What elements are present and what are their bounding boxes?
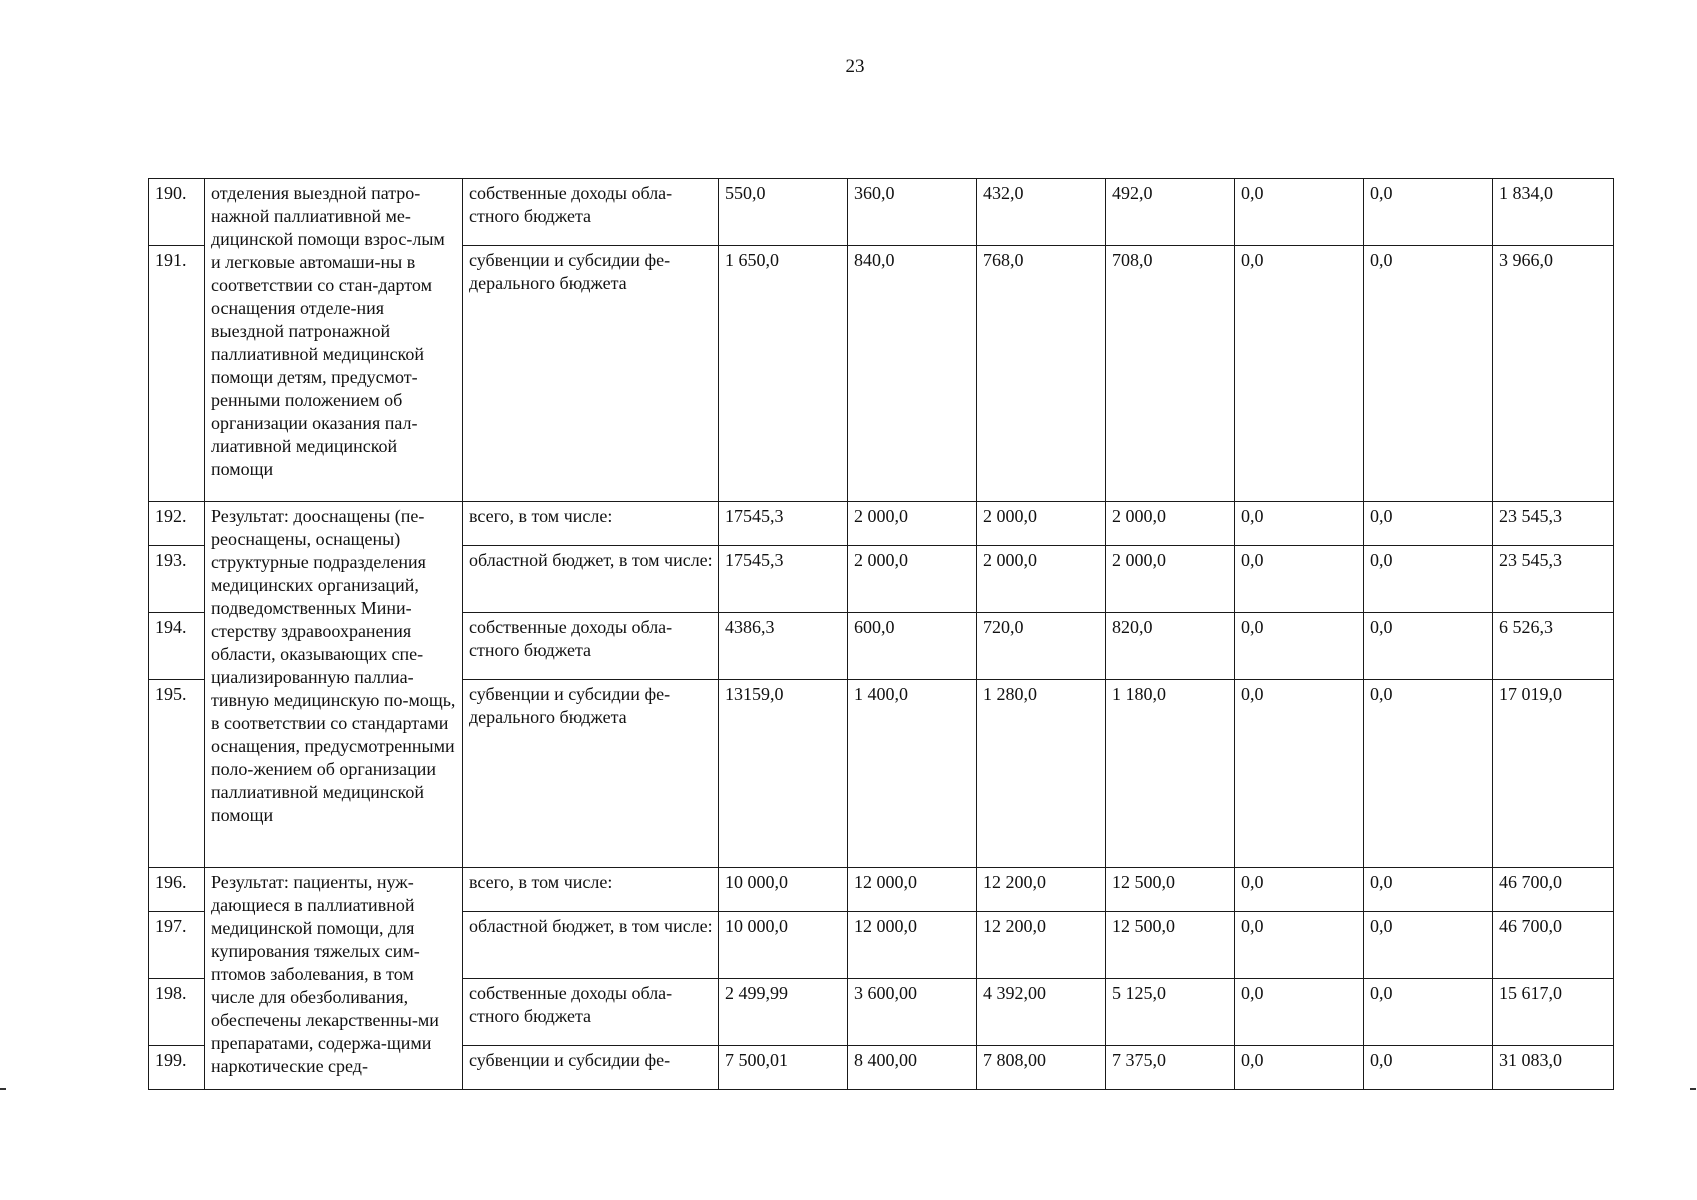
value-cell: 1 400,0 bbox=[848, 680, 977, 868]
total-cell: 17 019,0 bbox=[1493, 680, 1614, 868]
row-number: 199. bbox=[149, 1046, 205, 1090]
value-cell: 720,0 bbox=[977, 613, 1106, 680]
value-cell: 0,0 bbox=[1364, 1046, 1493, 1090]
value-cell: 2 000,0 bbox=[848, 546, 977, 613]
value-cell: 7 500,01 bbox=[719, 1046, 848, 1090]
value-cell: 17545,3 bbox=[719, 546, 848, 613]
table-row bbox=[149, 179, 1614, 246]
value-cell: 8 400,00 bbox=[848, 1046, 977, 1090]
value-cell: 0,0 bbox=[1235, 613, 1364, 680]
value-cell: 12 200,0 bbox=[977, 868, 1106, 912]
scan-edge-mark-right bbox=[1690, 1088, 1696, 1090]
value-cell: 0,0 bbox=[1364, 546, 1493, 613]
table-row bbox=[149, 868, 1614, 912]
funding-source: собственные доходы обла-стного бюджета bbox=[463, 979, 719, 1046]
value-cell: 12 200,0 bbox=[977, 912, 1106, 979]
result-description: Результат: дооснащены (пе-реоснащены, оснащены) структурные подразделения медицинских организаций, подведомственных Мини-стерству здравоохранения области, оказывающих спе-циализированную паллиа-тивную медицинскую по-мощь, в соответствии со стандартами оснащения, предусмотренными поло-жением об организации паллиативной медицинской помощи bbox=[205, 502, 463, 868]
value-cell: 7 375,0 bbox=[1106, 1046, 1235, 1090]
value-cell: 17545,3 bbox=[719, 502, 848, 546]
value-cell: 0,0 bbox=[1364, 246, 1493, 502]
value-cell: 0,0 bbox=[1364, 868, 1493, 912]
value-cell: 708,0 bbox=[1106, 246, 1235, 502]
value-cell: 0,0 bbox=[1235, 246, 1364, 502]
row-number: 194. bbox=[149, 613, 205, 680]
row-number: 196. bbox=[149, 868, 205, 912]
value-cell: 2 000,0 bbox=[977, 546, 1106, 613]
value-cell: 0,0 bbox=[1235, 979, 1364, 1046]
total-cell: 46 700,0 bbox=[1493, 912, 1614, 979]
value-cell: 12 500,0 bbox=[1106, 868, 1235, 912]
value-cell: 0,0 bbox=[1364, 912, 1493, 979]
funding-source: всего, в том числе: bbox=[463, 868, 719, 912]
value-cell: 3 600,00 bbox=[848, 979, 977, 1046]
value-cell: 0,0 bbox=[1235, 546, 1364, 613]
row-number: 190. bbox=[149, 179, 205, 246]
budget-table bbox=[148, 178, 1614, 1090]
value-cell: 0,0 bbox=[1235, 680, 1364, 868]
value-cell: 0,0 bbox=[1364, 680, 1493, 868]
value-cell: 768,0 bbox=[977, 246, 1106, 502]
row-number: 197. bbox=[149, 912, 205, 979]
value-cell: 600,0 bbox=[848, 613, 977, 680]
value-cell: 10 000,0 bbox=[719, 912, 848, 979]
value-cell: 0,0 bbox=[1235, 179, 1364, 246]
row-number: 198. bbox=[149, 979, 205, 1046]
value-cell: 0,0 bbox=[1235, 912, 1364, 979]
value-cell: 12 000,0 bbox=[848, 912, 977, 979]
value-cell: 2 000,0 bbox=[1106, 502, 1235, 546]
value-cell: 10 000,0 bbox=[719, 868, 848, 912]
total-cell: 23 545,3 bbox=[1493, 546, 1614, 613]
total-cell: 15 617,0 bbox=[1493, 979, 1614, 1046]
value-cell: 0,0 bbox=[1235, 1046, 1364, 1090]
funding-source: всего, в том числе: bbox=[463, 502, 719, 546]
result-description: Результат: пациенты, нуж-дающиеся в паллиативной медицинской помощи, для купирования тяжелых сим-птомов заболевания, в том числе для обезболивания, обеспечены лекарственны-ми препаратами, содержа-щими наркотические сред- bbox=[205, 868, 463, 1090]
value-cell: 0,0 bbox=[1235, 868, 1364, 912]
value-cell: 5 125,0 bbox=[1106, 979, 1235, 1046]
row-number: 195. bbox=[149, 680, 205, 868]
table-row bbox=[149, 502, 1614, 546]
value-cell: 0,0 bbox=[1364, 502, 1493, 546]
total-cell: 3 966,0 bbox=[1493, 246, 1614, 502]
value-cell: 13159,0 bbox=[719, 680, 848, 868]
value-cell: 0,0 bbox=[1364, 979, 1493, 1046]
row-number: 192. bbox=[149, 502, 205, 546]
value-cell: 2 000,0 bbox=[1106, 546, 1235, 613]
funding-source: областной бюджет, в том числе: bbox=[463, 912, 719, 979]
result-description: отделения выездной патро-нажной паллиативной ме-дицинской помощи взрос-лым и легковые автомаши-ны в соответствии со стан-дартом оснащения отделе-ния выездной патронажной паллиативной медицинской помощи детям, предусмот-ренными положением об организации оказания пал-лиативной медицинской помощи bbox=[205, 179, 463, 502]
value-cell: 0,0 bbox=[1364, 179, 1493, 246]
value-cell: 492,0 bbox=[1106, 179, 1235, 246]
row-number: 193. bbox=[149, 546, 205, 613]
value-cell: 2 000,0 bbox=[977, 502, 1106, 546]
value-cell: 550,0 bbox=[719, 179, 848, 246]
funding-source: субвенции и субсидии фе-дерального бюджета bbox=[463, 246, 719, 502]
value-cell: 360,0 bbox=[848, 179, 977, 246]
total-cell: 23 545,3 bbox=[1493, 502, 1614, 546]
value-cell: 840,0 bbox=[848, 246, 977, 502]
value-cell: 12 000,0 bbox=[848, 868, 977, 912]
funding-source: субвенции и субсидии фе-дерального бюджета bbox=[463, 680, 719, 868]
total-cell: 6 526,3 bbox=[1493, 613, 1614, 680]
value-cell: 12 500,0 bbox=[1106, 912, 1235, 979]
total-cell: 46 700,0 bbox=[1493, 868, 1614, 912]
value-cell: 2 499,99 bbox=[719, 979, 848, 1046]
funding-source: областной бюджет, в том числе: bbox=[463, 546, 719, 613]
value-cell: 432,0 bbox=[977, 179, 1106, 246]
value-cell: 820,0 bbox=[1106, 613, 1235, 680]
value-cell: 2 000,0 bbox=[848, 502, 977, 546]
funding-source: собственные доходы обла-стного бюджета bbox=[463, 613, 719, 680]
value-cell: 7 808,00 bbox=[977, 1046, 1106, 1090]
value-cell: 4386,3 bbox=[719, 613, 848, 680]
scan-edge-mark-left bbox=[0, 1088, 6, 1090]
value-cell: 1 650,0 bbox=[719, 246, 848, 502]
funding-source: собственные доходы обла-стного бюджета bbox=[463, 179, 719, 246]
value-cell: 0,0 bbox=[1235, 502, 1364, 546]
row-number: 191. bbox=[149, 246, 205, 502]
value-cell: 1 280,0 bbox=[977, 680, 1106, 868]
value-cell: 0,0 bbox=[1364, 613, 1493, 680]
total-cell: 1 834,0 bbox=[1493, 179, 1614, 246]
value-cell: 4 392,00 bbox=[977, 979, 1106, 1046]
value-cell: 1 180,0 bbox=[1106, 680, 1235, 868]
page-number: 23 bbox=[845, 56, 865, 77]
total-cell: 31 083,0 bbox=[1493, 1046, 1614, 1090]
funding-source: субвенции и субсидии фе- bbox=[463, 1046, 719, 1090]
